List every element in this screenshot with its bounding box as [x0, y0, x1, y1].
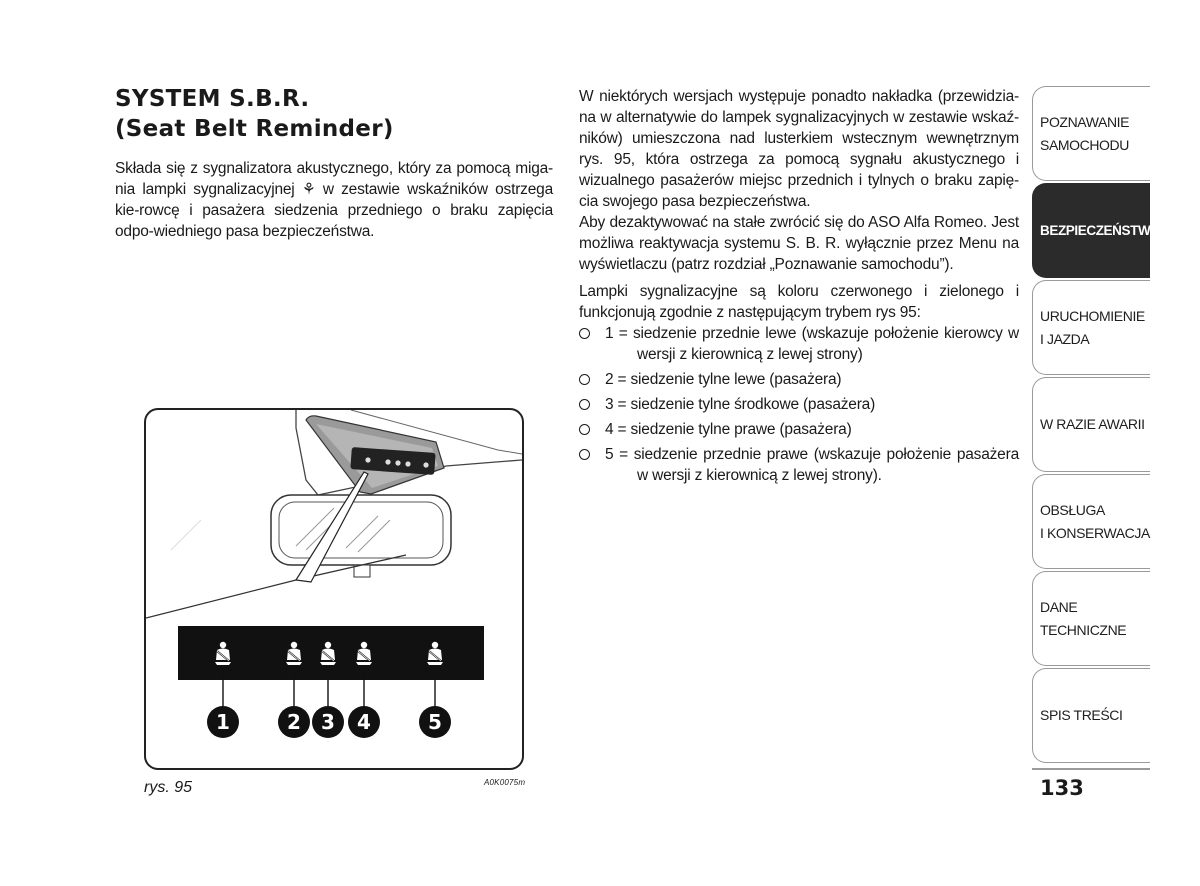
- list-item: [579, 369, 1019, 390]
- tab-uruchomienie-i-jazda[interactable]: [1032, 280, 1150, 375]
- marker-2: 2: [287, 710, 301, 734]
- list-item-text: 1 = siedzenie przednie lewe (wskazuje położenie kierowcy w wersji z kierownicą z lewej strony): [605, 325, 1019, 363]
- circle-bullet-icon: [579, 449, 590, 460]
- section-title: [115, 84, 555, 144]
- tab-label: W RAZIE AWARII: [1040, 416, 1145, 432]
- tab-label: BEZPIECZEŃSTWO: [1040, 223, 1161, 238]
- list-item: [579, 444, 1019, 486]
- circle-bullet-icon: [579, 424, 590, 435]
- interior-drawing: [146, 410, 522, 618]
- tab-label: OBSŁUGA I KONSERWACJA: [1040, 501, 1150, 541]
- figure-95: [144, 408, 524, 770]
- list-item-text: 4 = siedzenie tylne prawe (pasażera): [605, 421, 852, 438]
- body-paragraph-2: Aby dezaktywować na stałe zwrócić się do ASO Alfa Romeo. Jest możliwa reaktywacja systemu S. B. R. wyłącznie przez Menu na wyświetlaczu (patrz rozdział „Poznawanie samochodu”).: [579, 214, 1019, 273]
- list-item-text: 5 = siedzenie przednie prawe (wskazuje położenie pasażera w wersji z kierownicą z lewej strony).: [605, 446, 1019, 484]
- page-number: 133: [1040, 776, 1084, 800]
- indicator-strip: [178, 626, 484, 680]
- body-paragraph-3: Lampki sygnalizacyjne są koloru czerwonego i zielonego i funkcjonują zgodnie z następującym trybem rys 95:: [579, 283, 1019, 321]
- figure-illustration: [146, 410, 522, 768]
- section-title-line2: (Seat Belt Reminder): [115, 116, 394, 142]
- tab-w-razie-awarii[interactable]: [1032, 377, 1150, 472]
- seat-list: [579, 323, 1019, 486]
- tab-obsluga-i-konserwacja[interactable]: [1032, 474, 1150, 569]
- body-paragraph-1: W niektórych wersjach występuje ponadto nakładka (przewidzia-na w alternatywie do lampek sygnalizacyjnych w zestawie wskaź-ników) umieszczona nad lusterkiem wstecznym wewnętrznym rys. 95, która ostrzega za pomocą sygnału akustycznego i wizualnego pasażerów miejsc przednich i tylnych o braku zapię-cia swojego pasa bezpieczeństwa.: [579, 88, 1019, 210]
- section-title-line1: SYSTEM S.B.R.: [115, 86, 310, 112]
- tab-spis-tresci[interactable]: [1032, 668, 1150, 763]
- tab-label: POZNAWANIE SAMOCHODU: [1040, 113, 1130, 153]
- tab-dane-techniczne[interactable]: [1032, 571, 1150, 666]
- list-item: [579, 394, 1019, 415]
- marker-1: 1: [216, 710, 230, 734]
- tab-label: DANE TECHNICZNE: [1040, 598, 1127, 638]
- body-column: [579, 86, 1019, 490]
- tab-bezpieczenstwo[interactable]: [1032, 183, 1161, 278]
- marker-3: 3: [321, 710, 335, 734]
- circle-bullet-icon: [579, 374, 590, 385]
- list-item: [579, 419, 1019, 440]
- list-item-text: 2 = siedzenie tylne lewe (pasażera): [605, 371, 842, 388]
- tab-label: SPIS TREŚCI: [1040, 707, 1123, 723]
- intro-paragraph: Składa się z sygnalizatora akustycznego, który za pomocą miga-nia lampki sygnalizacyjnej ⚘ w zestawie wskaźników ostrzega kie-rowcę i pasażera siedzenia przedniego o braku zapięcia odpo-wiedniego pasa bezpieczeństwa.: [115, 160, 553, 240]
- circle-bullet-icon: [579, 399, 590, 410]
- figure-caption: rys. 95: [144, 779, 193, 796]
- list-item-text: 3 = siedzenie tylne środkowe (pasażera): [605, 396, 876, 413]
- tabs-divider: [1032, 768, 1150, 770]
- tab-label: URUCHOMIENIE I JAZDA: [1040, 307, 1145, 347]
- circle-bullet-icon: [579, 328, 590, 339]
- figure-code: A0K0075m: [484, 778, 526, 787]
- marker-5: 5: [428, 710, 442, 734]
- chapter-tabs: [1032, 86, 1161, 765]
- list-item: [579, 323, 1019, 365]
- tab-poznawanie-samochodu[interactable]: [1032, 86, 1150, 181]
- marker-4: 4: [357, 710, 371, 734]
